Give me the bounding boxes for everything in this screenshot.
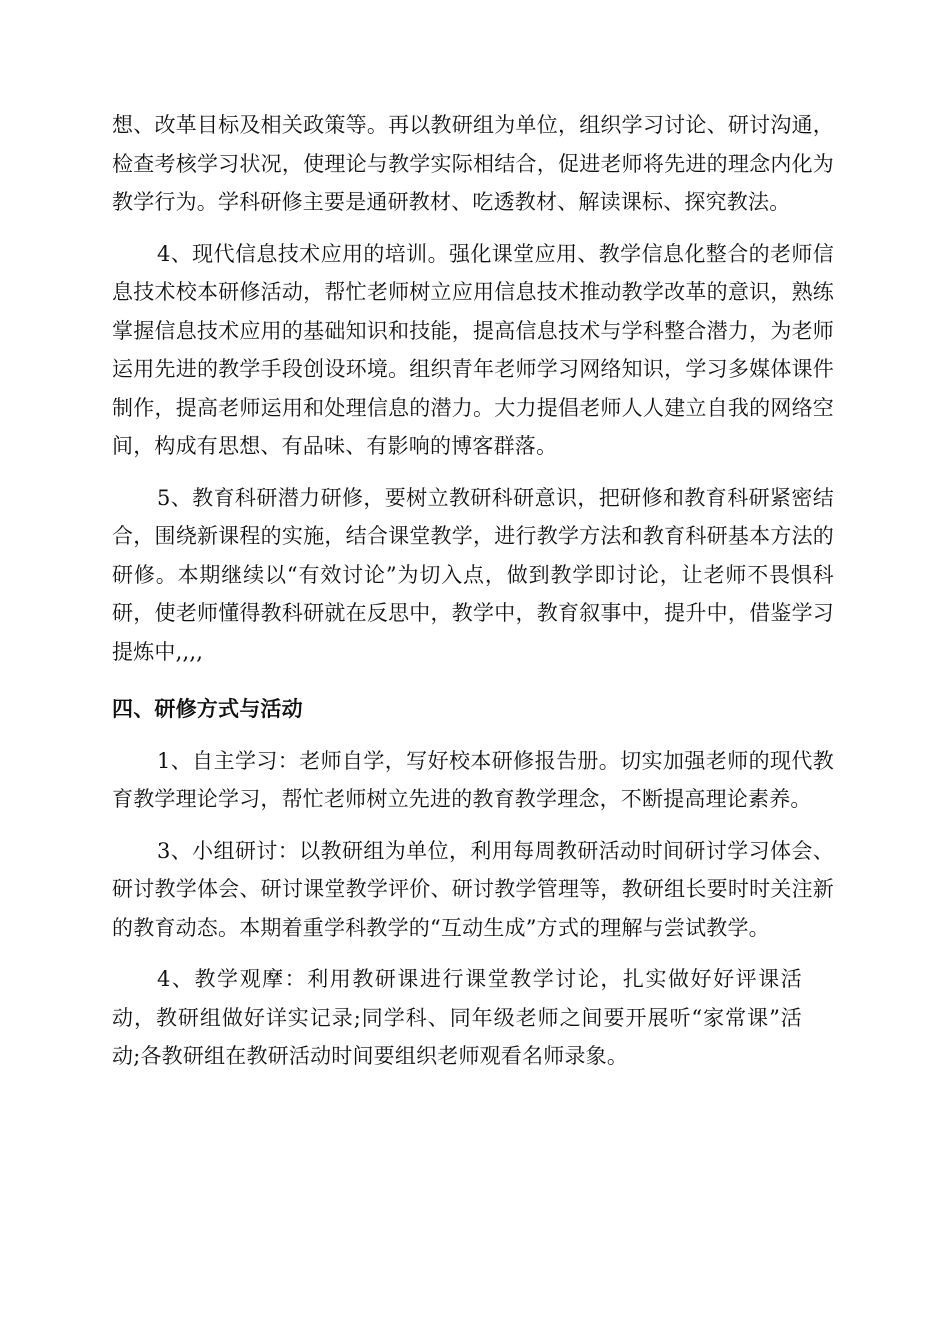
item-self-study: 1、自主学习：老师自学，写好校本研修报告册。切实加强老师的现代教育教学理论学习，帮忙老师树立先进的教育教学理念，不断提高理论素养。	[112, 748, 834, 811]
section-heading-methods: 四、研修方式与活动	[112, 696, 303, 721]
paragraph-it-training: 4、现代信息技术应用的培训。强化课堂应用、教学信息化整合的老师信息技术校本研修活动，帮忙老师树立应用信息技术推动教学改革的意识，熟练掌握信息技术应用的基础知识和技能，提高信息技术与学科整合潜力，为老师运用先进的教学手段创设环境。组织青年老师学习网络知识，学习多媒体课件制作，提高老师运用和处理信息的潜力。大力提倡老师人人建立自我的网络空间，构成有思想、有品味、有影响的博客群落。	[112, 241, 834, 458]
continued-paragraph: 想、改革目标及相关政策等。再以教研组为单位，组织学习讨论、研讨沟通，检查考核学习状况，使理论与教学实际相结合，促进老师将先进的理念内化为教学行为。学科研修主要是通研教材、吃透教材、解读课标、探究教法。	[112, 113, 834, 214]
document-page	[112, 106, 834, 1076]
paragraph-research-ability: 5、教育科研潜力研修，要树立教研科研意识，把研修和教育科研紧密结合，围绕新课程的实施，结合课堂教学，进行教学方法和教育科研基本方法的研修。本期继续以“有效讨论”为切入点，做到教学即讨论，让老师不畏惧科研，使老师懂得教科研就在反思中，教学中，教育叙事中，提升中，借鉴学习提炼中,,,,	[112, 485, 834, 664]
item-group-discussion: 3、小组研讨：以教研组为单位，利用每周教研活动时间研讨学习体会、研讨教学体会、研讨课堂教学评价、研讨教学管理等，教研组长要时时关注新的教育动态。本期着重学科教学的“互动生成”方式的理解与尝试教学。	[112, 838, 834, 940]
item-teaching-observation: 4、教学观摩：利用教研课进行课堂教学讨论，扎实做好好评课活动，教研组做好详实记录;同学科、同年级老师之间要开展听“家常课”活动;各教研组在教研活动时间要组织老师观看名师录象。	[112, 967, 802, 1068]
